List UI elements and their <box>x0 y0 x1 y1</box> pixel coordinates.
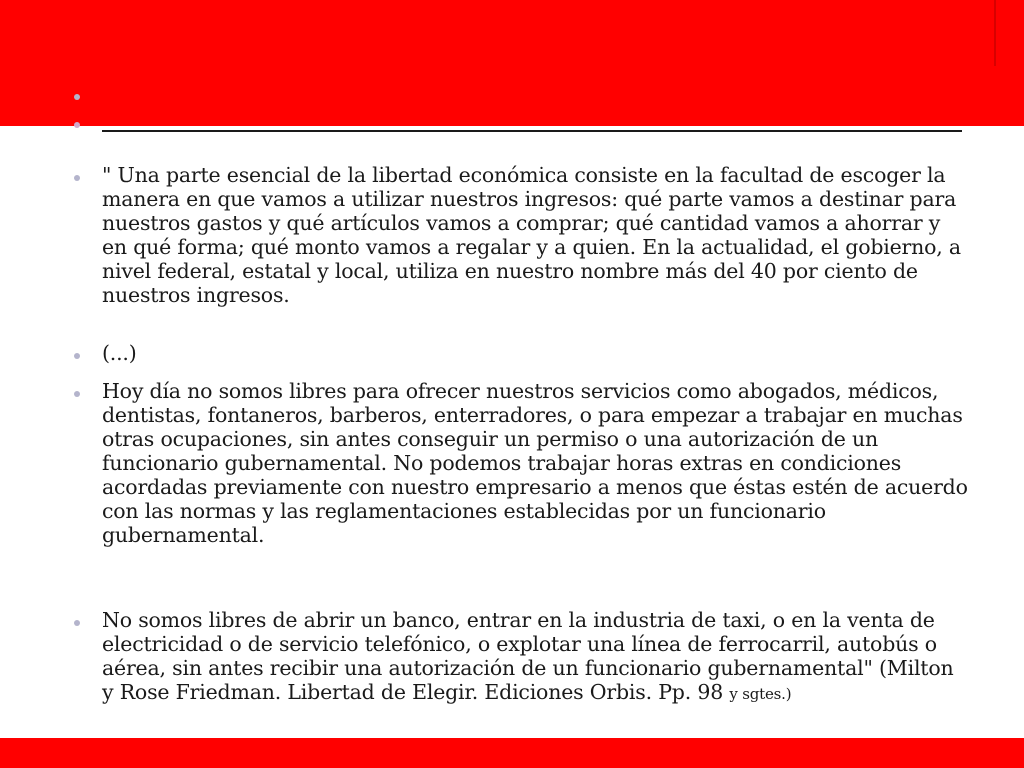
underscore-rule <box>102 130 962 132</box>
top-red-band <box>0 0 1024 126</box>
quote-paragraph: " Una parte esencial de la libertad económica consiste en la facultad de escoger la manera en que vamos a utilizar nuestros ingresos: qué parte vamos a destinar para nuestros gastos y qué artículos vamos a comprar; qué cantidad vamos a ahorrar y en qué forma; qué monto vamos a regalar y a quien. En la actualidad, el gobierno, a nivel federal, estatal y local, utiliza en nuestro nombre más del 40 por ciento de nuestros ingresos. <box>102 163 961 307</box>
bullet-dot-icon <box>74 94 80 100</box>
bullet-dot-icon <box>74 353 80 359</box>
separator-bullet-item <box>74 114 974 138</box>
empty-bullet-item <box>74 84 974 104</box>
quote-bullet-item <box>74 163 974 313</box>
bottom-red-band <box>0 738 1024 768</box>
bullet-dot-icon <box>74 175 80 181</box>
no-somos-main-text: No somos libres de abrir un banco, entrar en la industria de taxi, o en la venta de electricidad o de servicio telefónico, o explotar una línea de ferrocarril, autobús o aérea, sin antes recibir una autorización de un funcionario gubernamental" (Milton y Rose Friedman. Libertad de Elegir. Ediciones Orbis. Pp. 98 <box>102 608 954 704</box>
ellipsis-text: (...) <box>102 341 137 365</box>
ellipsis-bullet-item <box>74 341 974 365</box>
no-somos-tail-text: y sgtes.) <box>729 685 792 703</box>
no-somos-paragraph <box>102 608 970 706</box>
bullet-dot-icon <box>74 122 80 128</box>
band-edge-line <box>994 0 996 66</box>
bullet-dot-icon <box>74 620 80 626</box>
hoy-dia-bullet-item <box>74 379 974 549</box>
hoy-dia-paragraph: Hoy día no somos libres para ofrecer nuestros servicios como abogados, médicos, dentistas, fontaneros, barberos, enterradores, o para empezar a trabajar en muchas otras ocupaciones, sin antes conseguir un permiso o una autorización de un funcionario gubernamental. No podemos trabajar horas extras en condiciones acordadas previamente con nuestro empresario a menos que éstas estén de acuerdo con las normas y las reglamentaciones establecidas por un funcionario gubernamental. <box>102 379 968 547</box>
bullet-dot-icon <box>74 391 80 397</box>
no-somos-bullet-item <box>74 608 974 738</box>
